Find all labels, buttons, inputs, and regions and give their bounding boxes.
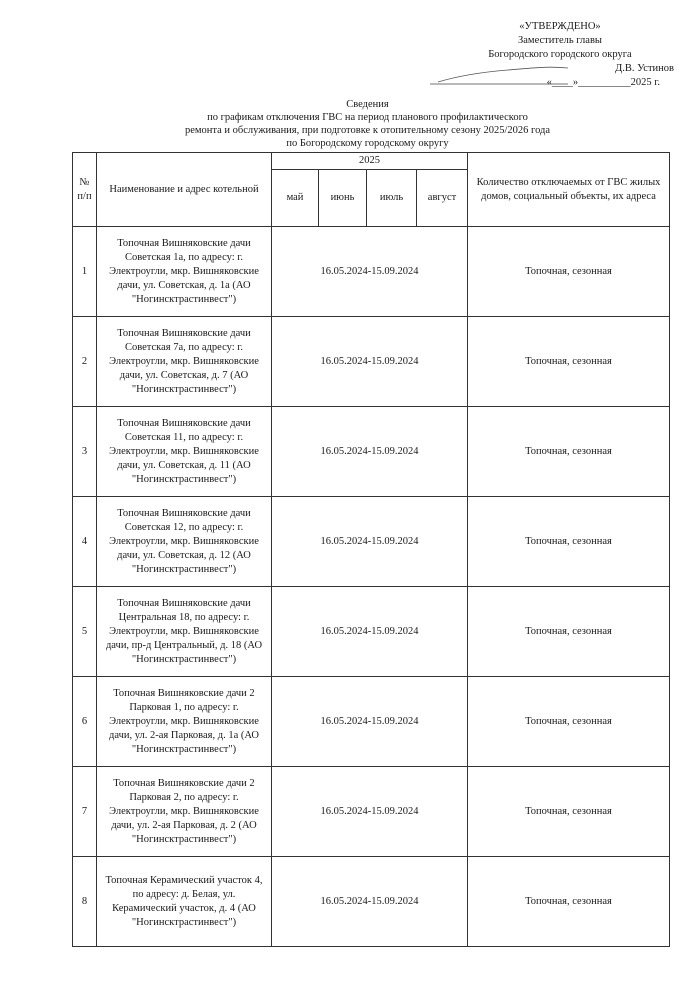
heading-line-4: по Богородскому городскому округу	[286, 138, 449, 149]
row-period: 16.05.2024-15.09.2024	[272, 677, 468, 767]
heading-line-3: ремонта и обслуживания, при подготовке к отопительному сезону 2025/2026 года	[184, 125, 551, 136]
approval-position: Заместитель главы	[518, 35, 602, 46]
row-period: 16.05.2024-15.09.2024	[272, 317, 468, 407]
row-period: 16.05.2024-15.09.2024	[272, 767, 468, 857]
row-boiler-name: Топочная Вишняковские дачи Советская 1а, по адресу: г. Электроугли, мкр. Вишняковские дачи, ул. Советская, д. 1а (АО "Ногинсктрастинвест")	[97, 227, 272, 317]
schedule-table	[72, 152, 670, 947]
table-row	[73, 587, 670, 677]
header-year: 2025	[272, 153, 468, 170]
table-row	[73, 497, 670, 587]
row-number: 5	[73, 587, 97, 677]
table-row	[73, 677, 670, 767]
approval-date: «____»__________2025 г.	[546, 77, 660, 88]
header-month-july: июль	[367, 170, 417, 227]
header-name: Наименование и адрес котельной	[97, 153, 272, 227]
row-number: 6	[73, 677, 97, 767]
row-count: Топочная, сезонная	[468, 407, 670, 497]
header-number: № п/п	[73, 153, 97, 227]
header-month-august: август	[417, 170, 468, 227]
row-count: Топочная, сезонная	[468, 587, 670, 677]
row-boiler-name: Топочная Вишняковские дачи Советская 7а, по адресу: г. Электроугли, мкр. Вишняковские дачи, ул. Советская, д. 7 (АО "Ногинсктрастинвест")	[97, 317, 272, 407]
document-heading	[150, 98, 585, 150]
row-boiler-name: Топочная Вишняковские дачи Советская 11, по адресу: г. Электроугли, мкр. Вишняковские дачи, ул. Советская, д. 11 (АО "Ногинсктрастинвест")	[97, 407, 272, 497]
row-number: 7	[73, 767, 97, 857]
row-count: Топочная, сезонная	[468, 767, 670, 857]
row-count: Топочная, сезонная	[468, 317, 670, 407]
approval-organization: Богородского городского округа	[488, 49, 632, 60]
signature-line-icon	[428, 60, 578, 90]
approval-signer: Д.В. Устинов	[615, 63, 674, 74]
table-row	[73, 407, 670, 497]
row-period: 16.05.2024-15.09.2024	[272, 407, 468, 497]
header-count: Количество отключаемых от ГВС жилых домов, социальный объекты, их адреса	[468, 153, 670, 227]
table-row	[73, 227, 670, 317]
row-period: 16.05.2024-15.09.2024	[272, 497, 468, 587]
row-boiler-name: Топочная Керамический участок 4, по адресу: д. Белая, ул. Керамический участок, д. 4 (АО "Ногинсктрастинвест")	[97, 857, 272, 947]
row-period: 16.05.2024-15.09.2024	[272, 587, 468, 677]
row-count: Топочная, сезонная	[468, 677, 670, 767]
row-number: 4	[73, 497, 97, 587]
row-boiler-name: Топочная Вишняковские дачи Центральная 18, по адресу: г. Электроугли, мкр. Вишняковские дачи, пр-д Центральный, д. 18 (АО "Ногинсктрастинвест")	[97, 587, 272, 677]
row-number: 3	[73, 407, 97, 497]
heading-title: Сведения	[346, 99, 389, 110]
row-count: Топочная, сезонная	[468, 497, 670, 587]
row-boiler-name: Топочная Вишняковские дачи 2 Парковая 2, по адресу: г. Электроугли, мкр. Вишняковские дачи, ул. 2-ая Парковая, д. 2 (АО "Ногинсктрастинвест")	[97, 767, 272, 857]
row-period: 16.05.2024-15.09.2024	[272, 857, 468, 947]
row-number: 1	[73, 227, 97, 317]
table-row	[73, 317, 670, 407]
row-period: 16.05.2024-15.09.2024	[272, 227, 468, 317]
table-row	[73, 767, 670, 857]
header-month-june: июнь	[319, 170, 367, 227]
row-boiler-name: Топочная Вишняковские дачи Советская 12, по адресу: г. Электроугли, мкр. Вишняковские дачи, ул. Советская, д. 12 (АО "Ногинсктрастинвест")	[97, 497, 272, 587]
heading-line-2: по графикам отключения ГВС на период планового профилактического	[207, 112, 528, 123]
row-count: Топочная, сезонная	[468, 227, 670, 317]
table-row	[73, 857, 670, 947]
header-month-may: май	[272, 170, 319, 227]
row-number: 8	[73, 857, 97, 947]
row-boiler-name: Топочная Вишняковские дачи 2 Парковая 1, по адресу: г. Электроугли, мкр. Вишняковские дачи, ул. 2-ая Парковая, д. 1а (АО "Ногинсктрастинвест")	[97, 677, 272, 767]
row-count: Топочная, сезонная	[468, 857, 670, 947]
approval-title: «УТВЕРЖДЕНО»	[519, 21, 601, 32]
row-number: 2	[73, 317, 97, 407]
